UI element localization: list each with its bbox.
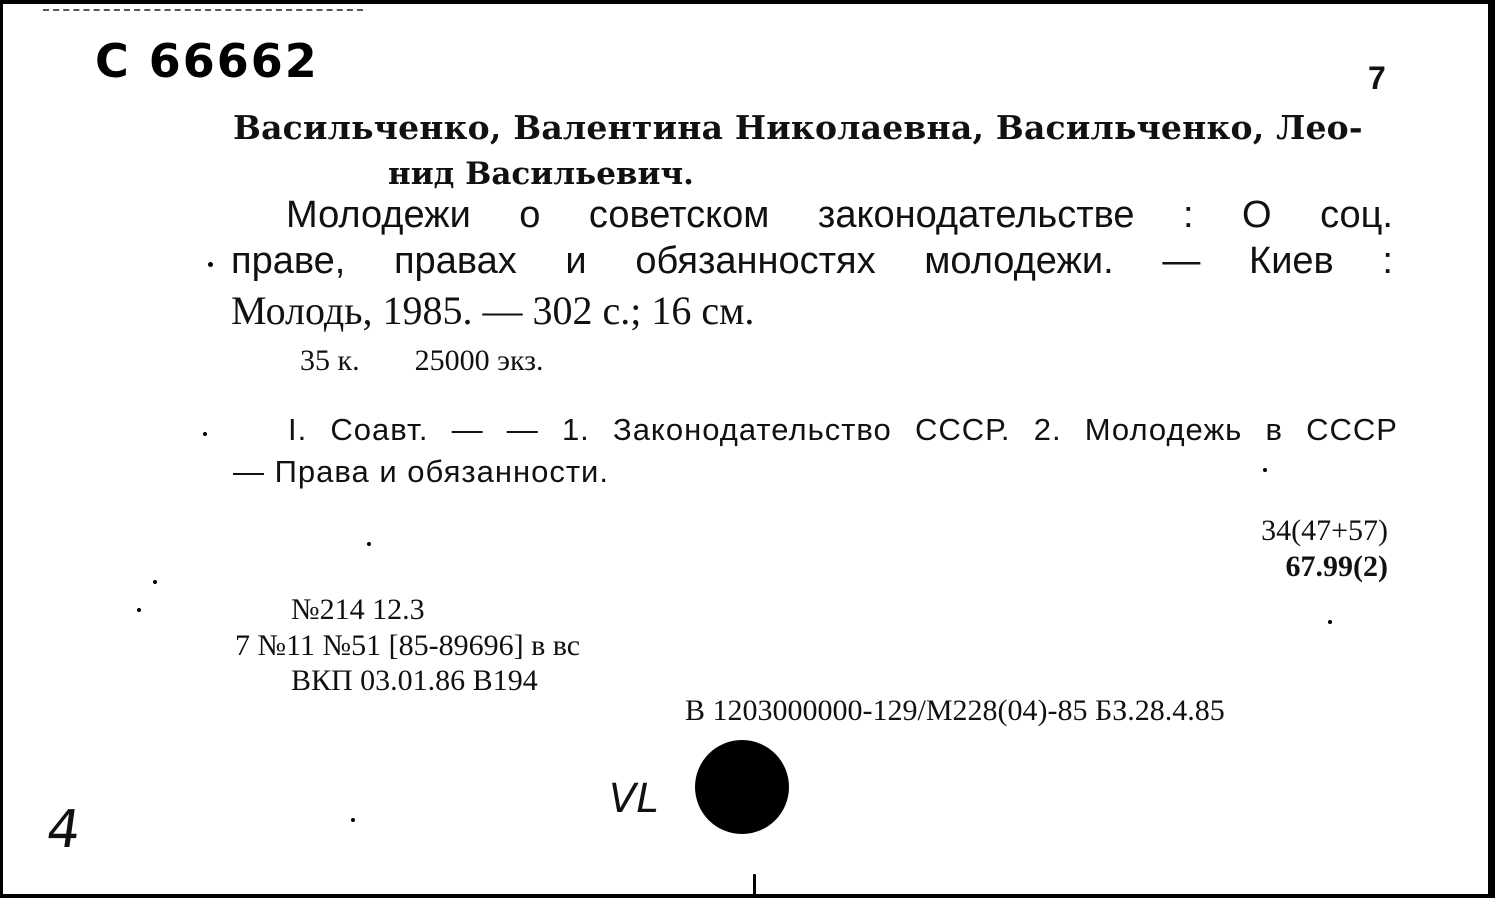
speck [351, 818, 355, 822]
speck [1263, 468, 1267, 472]
description-line-2: праве, правах и обязанностях молодежи. — Киев : [231, 240, 1393, 282]
speck [1328, 620, 1332, 624]
handwritten-initials: VL [609, 776, 659, 822]
punch-hole-dot [695, 740, 789, 834]
description-line-3: Молодь, 1985. — 302 с.; 16 см. [231, 288, 755, 333]
service-line-3: ВКП 03.01.86 В194 [291, 664, 538, 697]
speck [367, 542, 371, 546]
classification-code-2: 67.99(2) [1285, 550, 1388, 583]
handwritten-numeral: 4 [42, 800, 85, 860]
copies-count: 7 [1368, 60, 1386, 96]
service-line-1: №214 12.3 [291, 593, 425, 626]
print-run: 25000 экз. [414, 344, 544, 377]
speck [153, 580, 157, 584]
speck [208, 262, 213, 267]
scan-speckle [43, 9, 363, 14]
service-line-2: 7 №11 №51 [85-89696] в вс [235, 629, 581, 662]
speck [137, 608, 141, 612]
classification-code-1: 34(47+57) [1261, 514, 1388, 547]
isbn-line: В 1203000000-129/М228(04)-85 БЗ.28.4.85 [685, 694, 1225, 727]
authors-line-2: нид Васильевич. [388, 156, 694, 192]
tracing-line-1: I. Соавт. — — 1. Законодательство СССР. 2. Молодежь в СССР [288, 412, 1398, 447]
tracing-line-2: — Права и обязанности. [233, 454, 609, 489]
price-line [300, 344, 543, 378]
speck [753, 874, 756, 896]
speck [203, 432, 207, 436]
price: 35 к. [300, 344, 360, 377]
stamp-number: С 66662 [95, 34, 319, 88]
description-line-1: Молодежи о советском законодательстве : О соц. [286, 194, 1393, 236]
authors-line-1: Васильченко, Валентина Николаевна, Васильченко, Лео- [233, 108, 1363, 147]
